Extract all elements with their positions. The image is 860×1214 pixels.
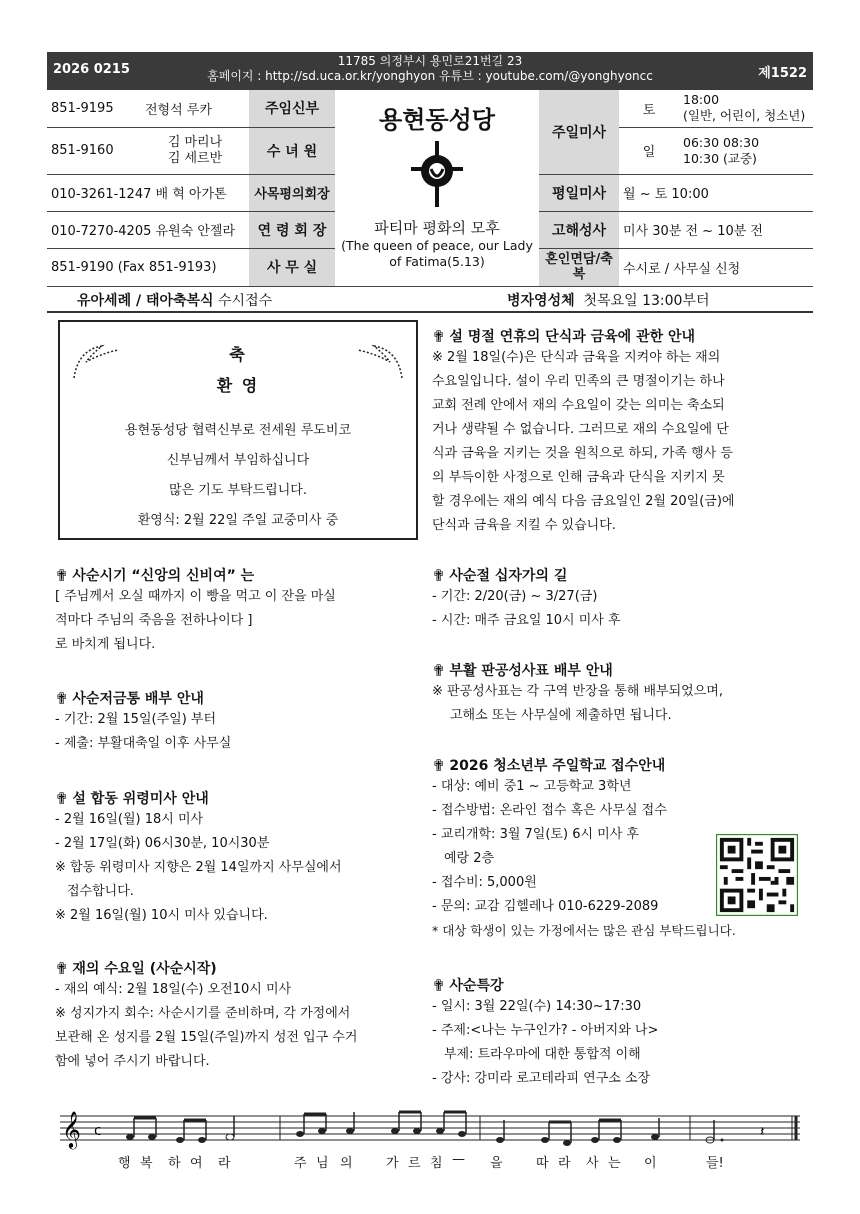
sat-note: (일반, 어린이, 청소년) <box>683 108 806 124</box>
lyric: 이 <box>644 1156 657 1171</box>
section-line: * 대상 학생이 있는 가정에서는 많은 관심 부탁드립니다. <box>432 923 736 938</box>
left-section-2 <box>55 788 425 928</box>
homepage[interactable]: 홈페이지 : http://sd.uca.or.kr/yonghyon 유튜브 : youtube.com/@yonghyoncc <box>207 69 653 83</box>
section-title: ✟ 재의 수요일 (사순시작) <box>55 958 217 978</box>
section-line: ※ 성지가지 회수: 사순시기를 준비하며, 각 가정에서 <box>55 1006 351 1021</box>
staff-phone: 010-7270-4205 <box>51 224 152 239</box>
cross-icon: ✟ <box>432 975 446 995</box>
lyric: 가 <box>386 1156 399 1171</box>
sunday-mass-label: 주일미사 <box>539 90 619 174</box>
baptism-value: 수시접수 <box>218 293 273 309</box>
staff-phone: 851-9190 (Fax 851-9193) <box>47 248 249 286</box>
header-bar <box>47 52 813 90</box>
section-line: - 제출: 부활대축일 이후 사무실 <box>55 736 232 751</box>
section-line: - 기간: 2월 15일(주일) 부터 <box>55 712 217 727</box>
staff-contact <box>47 211 249 248</box>
section-line: 수요일입니다. 설이 우리 민족의 큰 명절이기는 하나 <box>432 374 725 389</box>
info-table <box>47 90 813 287</box>
cross-icon: ✟ <box>55 565 69 585</box>
section-line: 적마다 주님의 죽음을 전하나이다 ] <box>55 613 253 628</box>
lyric: 르 <box>408 1156 421 1171</box>
address: 11785 의정부시 용민로21번길 23 <box>337 54 523 68</box>
right-section-4 <box>432 975 810 1091</box>
church-name: 용현동성당 <box>379 106 495 134</box>
section-line: ※ 판공성사표는 각 구역 반장을 통해 배부되었으며, <box>432 684 723 699</box>
marriage-label: 혼인면담/축복 <box>539 248 619 286</box>
section-line: 교회 전례 안에서 재의 수요일이 갖는 의미는 축소되 <box>432 398 725 413</box>
staff-role: 수 녀 원 <box>249 127 335 174</box>
qr-code-icon[interactable] <box>716 834 798 916</box>
staff-phone: 851-9160 <box>47 127 141 174</box>
left-section-3 <box>55 958 425 1074</box>
section-line: - 2월 17일(화) 06시30분, 10시30분 <box>55 836 270 851</box>
section-line: - 교리개학: 3월 7일(토) 6시 미사 후 <box>432 827 639 842</box>
left-section-0 <box>55 565 425 657</box>
cross-icon: ✟ <box>432 565 446 585</box>
staff-role: 사목평의회장 <box>249 174 335 211</box>
sat-time: 18:00 <box>683 92 720 108</box>
staff-name: 김 마리나 김 세르반 <box>141 127 249 174</box>
sun-time-1: 06:30 08:30 <box>683 134 760 150</box>
section-line: 로 바치게 됩니다. <box>55 637 156 652</box>
church-motto-en: (The queen of peace, our Lady of Fatima(5.13) <box>341 238 533 269</box>
lyric: 들! <box>706 1156 724 1171</box>
ornament-right-icon <box>354 340 404 380</box>
section-line: 고해소 또는 사무실에 제출하면 됩니다. <box>450 708 672 723</box>
left-section-1 <box>55 688 425 756</box>
section-line: 단식과 금육을 지킬 수 있습니다. <box>432 518 616 533</box>
section-line: 보관해 온 성지를 2월 15일(주일)까지 성전 입구 수거 <box>55 1030 358 1045</box>
lyric: 의 <box>340 1156 353 1171</box>
section-line: - 접수방법: 온라인 접수 혹은 사무실 접수 <box>432 803 667 818</box>
ornament-left-icon <box>72 340 122 380</box>
lyric: 을 <box>490 1156 503 1171</box>
lyric: 라 <box>558 1156 571 1171</box>
sick-communion-info <box>507 290 709 310</box>
staff-name: 배 혁 아가톤 <box>155 187 227 202</box>
staff-name: 유원숙 안젤라 <box>155 224 235 239</box>
sun-label: 일 <box>619 127 679 174</box>
section-line: - 일시: 3월 22일(수) 14:30~17:30 <box>432 999 642 1014</box>
treble-clef-icon: 𝄞 <box>62 1110 81 1148</box>
issue-date: 2026 0215 <box>53 62 130 77</box>
baptism-label: 유아세례 / 태아축복식 <box>77 293 214 309</box>
section-line: 거나 생략될 수 없습니다. 그러므로 재의 수요일에 단 <box>432 422 729 437</box>
cross-icon: ✟ <box>55 688 69 708</box>
section-line: [ 주님께서 오실 때까지 이 빵을 먹고 이 잔을 마실 <box>55 589 336 604</box>
staff-role: 주임신부 <box>249 90 335 127</box>
sick-value: 첫목요일 13:00부터 <box>583 293 710 309</box>
section-line: - 주제:<나는 누구인가? - 아버지와 나> <box>432 1023 659 1038</box>
section-title: ✟ 설 합동 위령미사 안내 <box>55 788 209 808</box>
section-line: - 재의 예식: 2월 18일(수) 오전10시 미사 <box>55 982 292 997</box>
weekday-mass-label: 평일미사 <box>539 174 619 211</box>
section-title: ✟ 사순절 십자가의 길 <box>432 565 568 585</box>
baptism-info <box>77 290 272 310</box>
section-line: ※ 2월 16일(월) 10시 미사 있습니다. <box>55 908 268 923</box>
section-line: 의 부득이한 사정으로 인해 금육과 단식을 지키지 못 <box>432 470 725 485</box>
notes <box>126 1128 714 1146</box>
welcome-line: 신부님께서 부임하십니다 <box>166 453 310 468</box>
lyric: 따 <box>536 1156 549 1171</box>
common-time-icon: c <box>94 1123 102 1139</box>
lyric: 침 <box>430 1156 443 1171</box>
section-title: ✟ 설 명절 연휴의 단식과 금육에 관한 안내 <box>432 326 696 346</box>
section-title: ✟ 2026 청소년부 주일학교 접수안내 <box>432 755 666 775</box>
section-line: 할 경우에는 재의 예식 다음 금요일인 2월 20일(금)에 <box>432 494 735 509</box>
lyric: — <box>452 1152 465 1167</box>
lyric: 복 <box>140 1156 153 1171</box>
sun-mass <box>679 127 813 174</box>
lyric: 주 <box>294 1156 307 1171</box>
section-line: - 시간: 매주 금요일 10시 미사 후 <box>432 613 621 628</box>
cross-icon: ✟ <box>432 326 446 346</box>
sacrament-row <box>47 287 813 313</box>
section-line: - 문의: 교감 김헬레나 010-6229-2089 <box>432 899 659 914</box>
section-title: ✟ 사순특강 <box>432 975 504 995</box>
cross-icon: ✟ <box>55 958 69 978</box>
welcome-box <box>58 320 418 540</box>
staff-contact <box>47 174 249 211</box>
section-title: ✟ 사순시기 “신앙의 신비여” 는 <box>55 565 255 585</box>
lyrics-line <box>118 1152 768 1172</box>
sun-time-2: 10:30 (교중) <box>683 150 757 166</box>
section-line: 식과 금육을 지키는 것을 원칙으로 하되, 가족 행사 등 <box>432 446 733 461</box>
confession-value: 미사 30분 전 ~ 10분 전 <box>619 211 813 248</box>
section-line: - 대상: 예비 중1 ~ 고등학교 3학년 <box>432 779 632 794</box>
section-line: ※ 합동 위령미사 지향은 2월 14일까지 사무실에서 <box>55 860 342 875</box>
right-section-2 <box>432 660 810 728</box>
section-line: 예랑 2층 <box>444 851 495 866</box>
church-emblem-icon <box>407 139 467 209</box>
section-line: ※ 2월 18일(수)은 단식과 금육을 지켜야 하는 재의 <box>432 350 721 365</box>
section-line: 함에 넣어 주시기 바랍니다. <box>55 1054 210 1069</box>
staff-phone: 851-9195 <box>47 90 141 127</box>
right-section-0 <box>432 326 810 538</box>
rest-icon: 𝄽 <box>760 1124 765 1140</box>
section-line: - 강사: 강미라 로고테라피 연구소 소장 <box>432 1071 651 1086</box>
lyric: 님 <box>316 1156 329 1171</box>
header-address-block <box>47 54 813 84</box>
lyric: 하 <box>168 1156 181 1171</box>
lyric: 라 <box>218 1156 231 1171</box>
section-line: - 2월 16일(월) 18시 미사 <box>55 812 204 827</box>
right-section-1 <box>432 565 810 633</box>
staff-role: 연 령 회 장 <box>249 211 335 248</box>
section-title: ✟ 사순저금통 배부 안내 <box>55 688 204 708</box>
weekday-mass-value: 월 ~ 토 10:00 <box>619 174 813 211</box>
section-line: - 기간: 2/20(금) ~ 3/27(금) <box>432 589 598 604</box>
welcome-line: 많은 기도 부탁드립니다. <box>169 483 307 498</box>
cross-icon: ✟ <box>432 755 446 775</box>
issue-number: 제1522 <box>758 66 807 81</box>
lyric: 는 <box>608 1156 621 1171</box>
staff-name: 전형석 루카 <box>141 90 249 127</box>
lyric: 행 <box>118 1156 131 1171</box>
confession-label: 고해성사 <box>539 211 619 248</box>
cross-icon: ✟ <box>55 788 69 808</box>
welcome-title-2: 환 영 <box>216 376 260 395</box>
sat-mass <box>679 90 813 127</box>
staff-phone: 010-3261-1247 <box>51 187 152 202</box>
music-staff <box>60 1110 805 1150</box>
section-title: ✟ 부활 판공성사표 배부 안내 <box>432 660 613 680</box>
sick-label: 병자영성체 <box>507 293 575 309</box>
section-line: - 접수비: 5,000원 <box>432 875 537 890</box>
staff-role: 사 무 실 <box>249 248 335 286</box>
marriage-value: 수시로 / 사무실 신청 <box>619 248 813 286</box>
sat-label: 토 <box>619 90 679 127</box>
section-line: 접수합니다. <box>67 884 134 899</box>
welcome-line: 용현동성당 협력신부로 전세원 루도비코 <box>125 423 351 438</box>
lyric: 여 <box>190 1156 203 1171</box>
welcome-title-1: 축 <box>229 345 247 364</box>
church-block <box>335 90 539 286</box>
cross-icon: ✟ <box>432 660 446 680</box>
section-line: 부제: 트라우마에 대한 통합적 이해 <box>444 1047 641 1062</box>
church-motto: 파티마 평화의 모후 <box>374 219 500 237</box>
welcome-line: 환영식: 2월 22일 주일 교중미사 중 <box>137 513 339 528</box>
lyric: 사 <box>586 1156 599 1171</box>
